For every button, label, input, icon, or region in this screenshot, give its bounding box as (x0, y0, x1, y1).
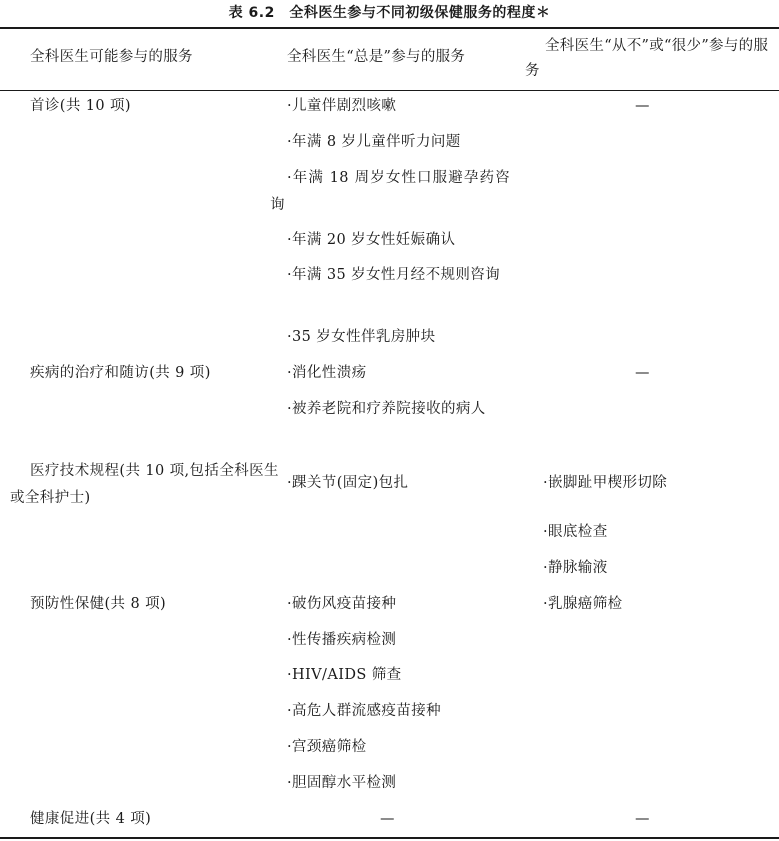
header-never-services: 全科医生“从不”或“很少”参与的服务 (525, 38, 769, 79)
never-item: ·嵌脚趾甲楔形切除 (543, 475, 668, 491)
always-item: ·年满 8 岁儿童伴听力问题 (287, 134, 461, 150)
category-promotion: 健康促进(共 4 项) (30, 811, 152, 827)
always-item: ·儿童伴剧烈咳嗽 (287, 98, 397, 114)
never-dash: — (635, 98, 650, 114)
always-item: ·宫颈癌筛检 (287, 739, 367, 755)
always-item: ·35 岁女性伴乳房肿块 (287, 329, 436, 345)
never-dash: — (635, 811, 650, 827)
table-header-rule (0, 90, 779, 91)
always-item: ·胆固醇水平检测 (287, 775, 397, 791)
header-always-services: 全科医生“总是”参与的服务 (287, 49, 466, 65)
category-technical: 医疗技术规程(共 10 项,包括全科医生或全科护士) (10, 463, 279, 506)
never-item: ·乳腺癌筛检 (543, 596, 623, 612)
always-item: ·消化性溃疡 (287, 365, 367, 381)
always-item: ·高危人群流感疫苗接种 (287, 703, 442, 719)
always-item: ·HIV/AIDS 筛查 (287, 667, 402, 683)
always-item: ·年满 20 岁女性妊娠确认 (287, 232, 456, 248)
never-dash: — (635, 365, 650, 381)
header-possible-services: 全科医生可能参与的服务 (30, 49, 193, 65)
always-item: ·破伤风疫苗接种 (287, 596, 397, 612)
table-caption: 表 6.2 全科医生参与不同初级保健服务的程度＊ (228, 5, 551, 21)
always-item: ·踝关节(固定)包扎 (287, 475, 409, 491)
table-bottom-rule (0, 837, 779, 839)
category-treatment: 疾病的治疗和随访(共 9 项) (30, 365, 211, 381)
category-prevention: 预防性保健(共 8 项) (30, 596, 167, 612)
always-dash: — (380, 811, 395, 827)
always-item: ·年满 18 周岁女性口服避孕药咨询 (270, 170, 510, 213)
always-item: ·性传播疾病检测 (287, 632, 397, 648)
table-top-rule (0, 27, 779, 29)
always-item: ·年满 35 岁女性月经不规则咨询 (287, 267, 501, 283)
never-item: ·眼底检查 (543, 524, 608, 540)
never-item: ·静脉输液 (543, 560, 608, 576)
category-first-visit: 首诊(共 10 项) (30, 98, 131, 114)
always-item: ·被养老院和疗养院接收的病人 (287, 401, 486, 417)
